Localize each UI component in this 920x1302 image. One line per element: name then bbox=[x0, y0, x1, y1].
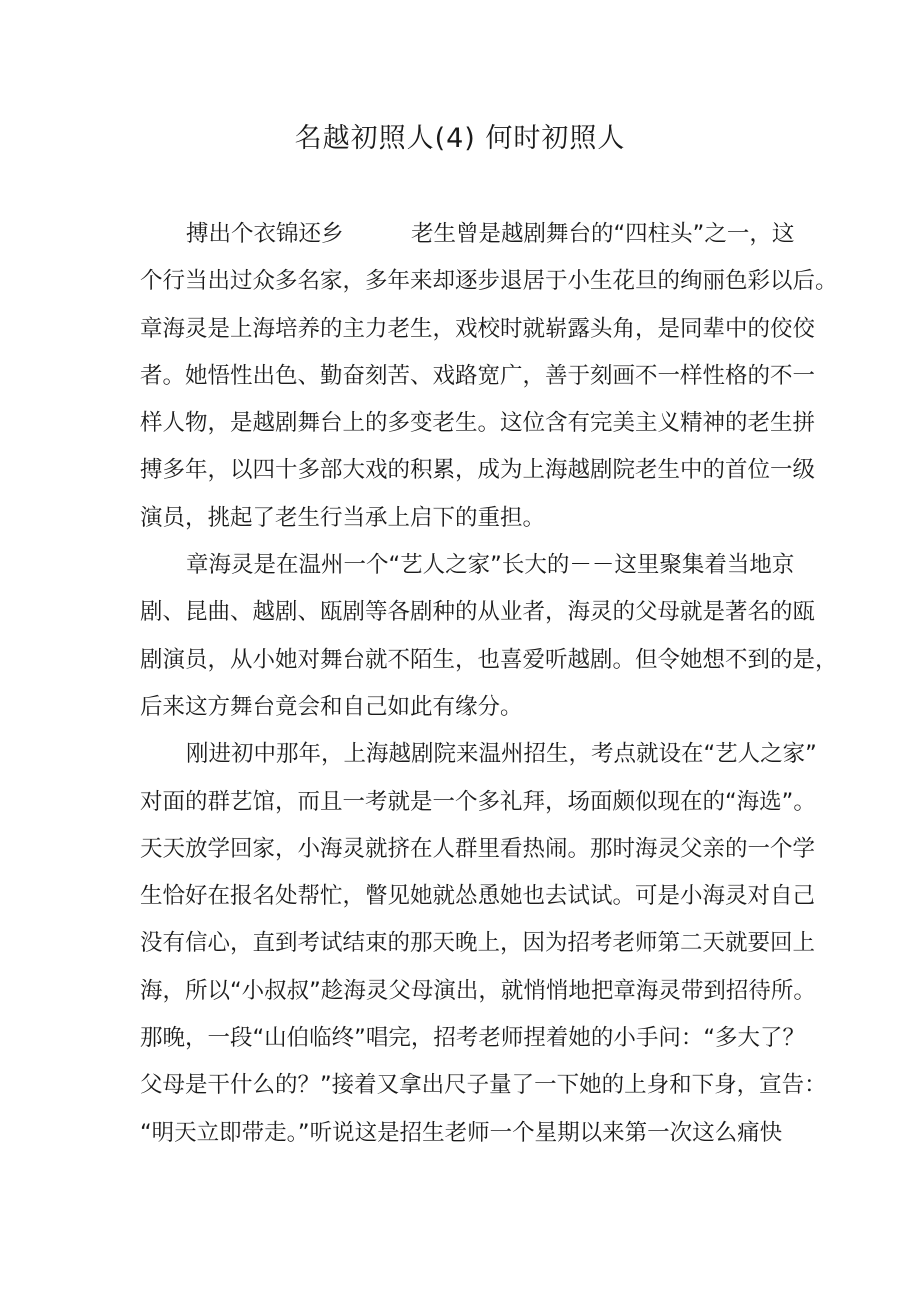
text-line: 对面的群艺馆，而且一考就是一个多礼拜，场面颇似现在的“海选”。 bbox=[140, 788, 816, 815]
document-title: 名越初照人(4) 何时初照人 bbox=[294, 123, 626, 154]
text-line: 剧演员，从小她对舞台就不陌生，也喜爱听越剧。但令她想不到的是， bbox=[140, 646, 838, 673]
text-line: “明天立即带走。”听说这是招生老师一个星期以来第一次这么痛快 bbox=[140, 1119, 783, 1146]
text-line: 那晚，一段“山伯临终”唱完，招考老师捏着她的小手问：“多大了？ bbox=[140, 1025, 805, 1052]
document-body bbox=[140, 211, 838, 1157]
text-line: 剧、昆曲、越剧、瓯剧等各剧种的从业者，海灵的父母就是著名的瓯 bbox=[140, 599, 816, 626]
text-line: 搏多年，以四十多部大戏的积累，成为上海越剧院老生中的首位一级 bbox=[140, 457, 816, 484]
text-line: 父母是干什么的？”接着又拿出尺子量了一下她的上身和下身，宣告： bbox=[140, 1072, 827, 1099]
text-line: 章海灵是上海培养的主力老生，戏校时就崭露头角，是同辈中的佼佼 bbox=[140, 315, 816, 342]
text-line: 演员，挑起了老生行当承上启下的重担。 bbox=[140, 504, 546, 531]
text-line: 生恰好在报名处帮忙，瞥见她就怂恿她也去试试。可是小海灵对自己 bbox=[140, 883, 816, 910]
paragraph-3 bbox=[140, 731, 827, 1157]
text-line: 搏出个衣锦还乡 老生曾是越剧舞台的“四柱头”之一，这 bbox=[186, 221, 795, 247]
text-line: 章海灵是在温州一个“艺人之家”长大的－－这里聚集着当地京 bbox=[186, 552, 795, 579]
text-line: 后来这方舞台竟会和自己如此有缘分。 bbox=[140, 693, 523, 720]
text-line: 个行当出过众多名家，多年来却逐步退居于小生花旦的绚丽色彩以后。 bbox=[140, 268, 838, 295]
text-line: 者。她悟性出色、勤奋刻苦、戏路宽广，善于刻画不一样性格的不一 bbox=[140, 362, 816, 389]
text-line: 样人物，是越剧舞台上的多变老生。这位含有完美主义精神的老生拼 bbox=[140, 410, 816, 437]
text-line: 没有信心，直到考试结束的那天晚上，因为招考老师第二天就要回上 bbox=[140, 930, 816, 957]
text-line: 天天放学回家，小海灵就挤在人群里看热闹。那时海灵父亲的一个学 bbox=[140, 835, 816, 862]
text-line: 海，所以“小叔叔”趁海灵父母演出，就悄悄地把章海灵带到招待所。 bbox=[140, 977, 816, 1004]
paragraph-1 bbox=[140, 211, 838, 542]
text-line: 刚进初中那年，上海越剧院来温州招生，考点就设在“艺人之家” bbox=[186, 741, 817, 768]
paragraph-2 bbox=[140, 542, 838, 731]
